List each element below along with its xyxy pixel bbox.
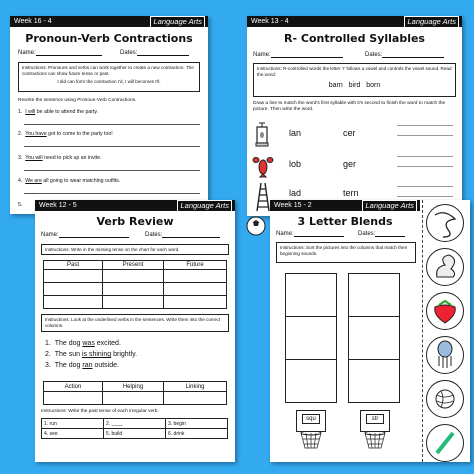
subject-label: Language Arts (362, 200, 417, 212)
prompt-text: Rewrite the sentence using Pronoun-Verb Contractions. (18, 98, 137, 103)
worksheet-title: 3 Letter Blends (297, 215, 393, 228)
answer-line (24, 146, 200, 147)
worksheet-title: Pronoun-Verb Contractions (25, 32, 193, 45)
answer-line (397, 125, 453, 126)
lobster-icon (251, 154, 275, 178)
column-header-helping: Helping (102, 381, 164, 392)
irregular-verb-3: 3. begin (165, 418, 228, 429)
squid-icon (427, 337, 463, 373)
sentence-3: 3. You will need to pick up an invite. (18, 155, 102, 161)
week-label: Week 16 - 4 (14, 18, 52, 25)
blend-label-squ: squ (302, 414, 320, 424)
straw-icon (427, 425, 463, 461)
chart-cell (102, 391, 164, 405)
answer-line (397, 186, 453, 187)
verb-sentence-1: 1. The dog was excited. (45, 340, 121, 347)
sort-box (285, 316, 337, 360)
subject-label: Language Arts (404, 16, 459, 28)
sort-box (285, 359, 337, 403)
answer-line (397, 196, 453, 197)
string-icon (427, 381, 463, 417)
chart-cell (43, 269, 103, 309)
strawberry-icon (427, 293, 463, 329)
name-field: Name: (18, 50, 102, 56)
answer-line (24, 124, 200, 125)
lantern-icon (253, 122, 271, 148)
name-field: Name: (41, 232, 129, 238)
instructions-box: Instructions: Sort the pictures into the columns that match their beginning sounds. (276, 242, 416, 263)
dates-field: Dates: (358, 231, 405, 237)
irregular-verb-4: 4. see (41, 428, 104, 439)
chart-cell (102, 269, 164, 309)
instructions-box: Instructions: R-controlled words the letter 'r' follows a vowel and controls the vowel sound. Read the word: barn bird born (253, 63, 456, 97)
picture-circle[interactable] (426, 424, 464, 462)
sentence-1: 1. I will be able to attend the party. (18, 109, 99, 115)
sort-box (348, 316, 400, 360)
irregular-verb-6: 6. drink (165, 428, 228, 439)
prompt-text: Draw a line to match the word's first syllable with it's second to finish the word to match the picture. Then write the word. (253, 101, 446, 112)
syllable-b-1: cer (343, 128, 356, 138)
picture-circle[interactable] (426, 380, 464, 418)
subject-label: Language Arts (177, 200, 232, 212)
worksheet-verb-review (35, 200, 235, 462)
syllable-b-3: tern (343, 188, 359, 198)
sentence-4: 4. We are all going to wear matching outfits. (18, 178, 121, 184)
worksheet-header (35, 200, 235, 211)
instructions-box-2: Instructions: Look at the underlined verbs in the sentences. Write them into the correct columns. (41, 314, 229, 332)
column-header-present: Present (102, 260, 164, 270)
dates-field: Dates: (120, 50, 189, 56)
cut-line (422, 200, 423, 462)
chart-row-line (43, 295, 227, 296)
sentence-2: 2. You have got to come to the party too! (18, 131, 113, 137)
squiggle-icon (427, 205, 463, 241)
sort-box (285, 273, 337, 317)
answer-line (397, 156, 453, 157)
blend-label-str: str (366, 414, 384, 424)
picture-circle[interactable] (426, 336, 464, 374)
irregular-verb-5: 5. build (103, 428, 166, 439)
worksheet-r-controlled-syllables (247, 16, 462, 216)
answer-line (397, 135, 453, 136)
column-header-future: Future (163, 260, 227, 270)
syllable-b-2: ger (343, 159, 357, 169)
worksheet-title: Verb Review (96, 215, 174, 228)
chart-cell (43, 391, 103, 405)
picture-circle[interactable] (426, 248, 464, 286)
name-field: Name: (253, 52, 343, 58)
sort-box (348, 359, 400, 403)
worksheet-header (247, 16, 462, 27)
syllable-a-3: lad (289, 188, 302, 198)
instructions-box: Instructions: Pronouns and verbs can work together to create a new contraction. The contractions can show future tense or past. I did can form the contraction I'd, I will becomes I'll. (18, 62, 200, 92)
soccer-ball-icon (246, 216, 266, 238)
worksheet-header (270, 200, 420, 211)
syllable-a-1: lan (289, 128, 302, 138)
week-label: Week 13 - 4 (251, 18, 289, 25)
subject-label: Language Arts (150, 16, 205, 28)
name-field: Name: (276, 231, 344, 237)
column-header-action: Action (43, 381, 103, 392)
instructions-box: Instructions: Write in the missing tense on the chart for each word. (41, 244, 229, 255)
chart-cell (163, 391, 227, 405)
syllable-a-2: lob (289, 159, 302, 169)
dates-field: Dates: (145, 232, 220, 238)
irregular-verb-2: 2. ____ (103, 418, 166, 429)
verb-sentence-3: 3. The dog ran outside. (45, 362, 119, 369)
answer-line (24, 193, 200, 194)
dates-field: Dates: (365, 52, 444, 58)
column-header-linking: Linking (163, 381, 227, 392)
chart-cell (163, 269, 227, 309)
instructions-3: Instructions: Write the past tense of each irregular verb. (41, 409, 159, 414)
chart-row-line (43, 282, 227, 283)
worksheet-3-letter-blends (270, 200, 470, 462)
worksheet-header (10, 16, 208, 27)
hoop-net-icon (364, 431, 386, 449)
column-header-past: Past (43, 260, 103, 270)
worksheet-pronoun-verb-contractions (10, 16, 208, 214)
answer-line (397, 166, 453, 167)
squirrel-icon (427, 249, 463, 285)
answer-line (24, 170, 200, 171)
sentence-5: 5. (18, 202, 23, 208)
irregular-verb-1: 1. run (41, 418, 104, 429)
sort-box (348, 273, 400, 317)
verb-sentence-2: 2. The sun is shining brightly. (45, 351, 138, 358)
week-label: Week 12 - 5 (39, 202, 77, 209)
hoop-net-icon (300, 431, 322, 449)
week-label: Week 15 - 2 (274, 202, 312, 209)
picture-circle[interactable] (426, 292, 464, 330)
picture-circle[interactable] (426, 204, 464, 242)
worksheet-title: R- Controlled Syllables (284, 32, 425, 45)
